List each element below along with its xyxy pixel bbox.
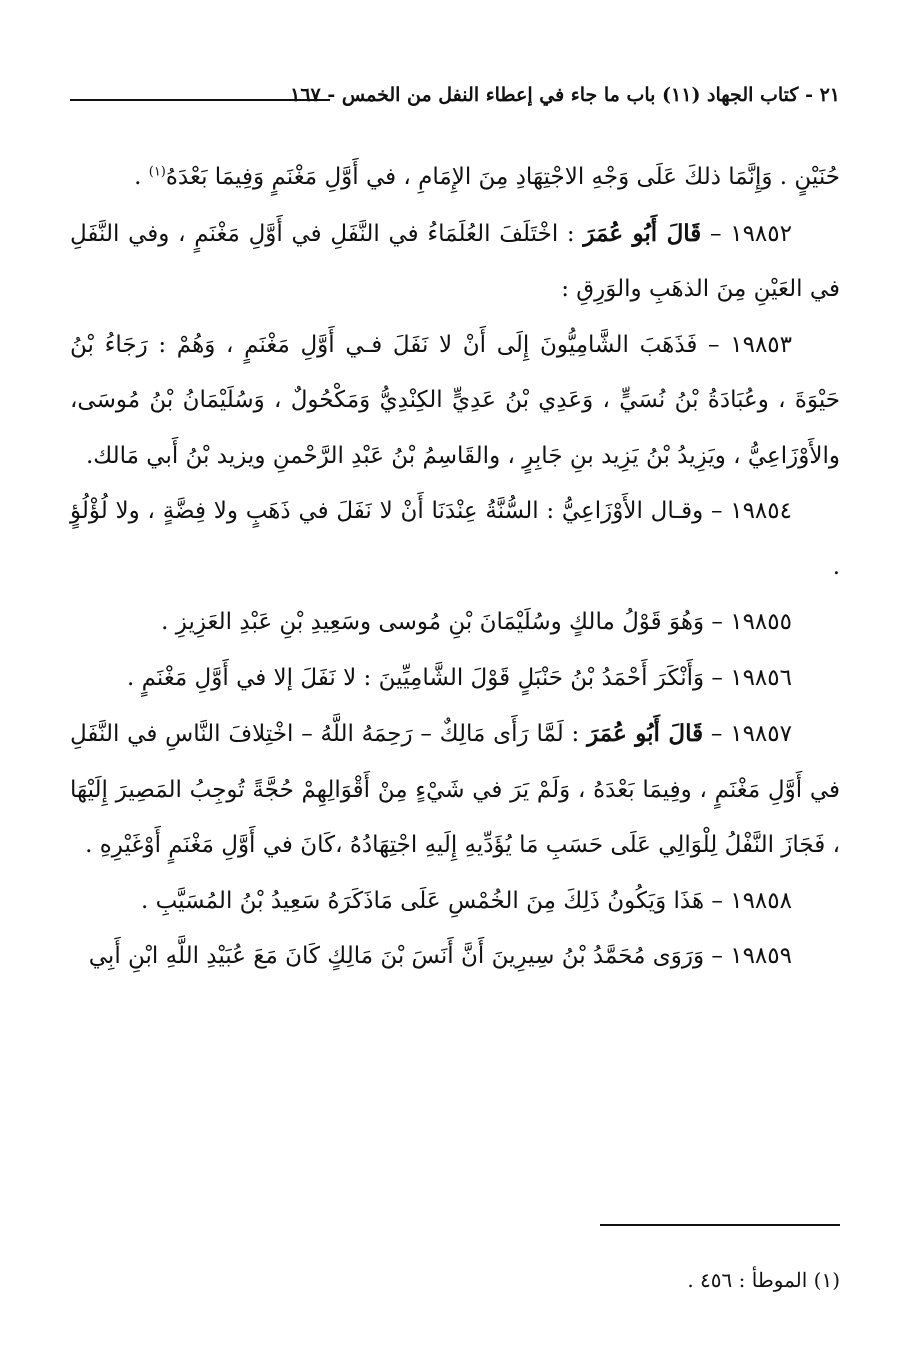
paragraph-text: وقـال الأَوْزَاعِيُّ : السُّنَّةُ عِنْدَنَا أَنْ لا نَفَلَ في ذَهَبٍ ولا فِضَّةٍ ، ولا لُؤْلُؤٍ . bbox=[70, 498, 840, 580]
main-text bbox=[70, 150, 840, 985]
paragraph-text: : اخْتَلَفَ العُلَمَاءُ في النَّفَلِ في أَوَّلِ مَغْنَمٍ ، وفي النَّفَلِ في العَيْنِ مِنَ الذهَبِ والوَرِقِ : bbox=[70, 220, 840, 302]
paragraph-text: وَرَوَى مُحَمَّدُ بْنُ سِيرِينَ أَنَّ أَنَسَ بْنَ مَالِكٍ كَانَ مَعَ عُبَيْدِ اللَّهِ ابْنِ أَبِي bbox=[88, 943, 705, 969]
paragraph-text: فَذَهَبَ الشَّامِيُّونَ إِلَى أَنْ لا نَفَلَ فـي أَوَّلِ مَغْنَمٍ ، وَهُمْ : رَجَاءُ بْنُ حَيْوَةَ ، وعُبَادَةُ بْنُ نُسَيٍّ ، وَعَدِي بْنُ عَدِيٍّ الكِنْدِيُّ وَمَكْحُولٌ ، وَسُلَيْمَانُ بْنُ مُوسَى، والأَوْزَاعِيُّ ، ويَزِيدُ بْنُ يَزِيد بنِ جَابِرٍ ، والقَاسِمُ بْنُ عَبْدِ الرَّحْمنِ ويزيد بْنُ أَبي مَالك. bbox=[70, 331, 840, 469]
footnote-separator bbox=[600, 1224, 840, 1226]
footnote: (١) الموطأ : ٤٥٦ . bbox=[687, 1268, 840, 1292]
paragraph-number: ١٩٨٥٤ – bbox=[703, 498, 792, 524]
paragraph-19858 bbox=[70, 874, 840, 930]
paragraph-number: ١٩٨٥٦ – bbox=[704, 664, 792, 691]
paragraph-19854 bbox=[70, 484, 840, 595]
paragraph-number: ١٩٨٥٥ – bbox=[704, 609, 792, 635]
paragraph-number: ١٩٨٥٢ – bbox=[701, 220, 792, 247]
paragraph-19857 bbox=[70, 706, 840, 874]
footnote-reference: (١) bbox=[148, 164, 166, 180]
paragraph-number: ١٩٨٥٣ – bbox=[697, 331, 793, 358]
running-header bbox=[70, 78, 840, 118]
paragraph-text: هَذَا وَيَكُونُ ذَلِكَ مِنَ الخُمْسِ عَلَى مَاذَكَرَهُ سَعِيدُ بْنُ المُسَيَّبِ . bbox=[140, 887, 705, 914]
paragraph-19853 bbox=[70, 318, 840, 485]
paragraph-text: : لَمَّا رَأَى مَالِكٌ – رَحِمَهُ اللَّهُ – اخْتِلافَ النَّاسِ في النَّفَلِ في أَوَّلِ مَغْنَمٍ ، وفِيمَا بَعْدَهُ ، وَلَمْ يَرَ في شَيْءٍ مِنْ أَقْوَالِهِمْ حُجَّةً تُوجِبُ المَصِيرَ إِلَيْهَا ، فَجَازَ النَّفْلُ لِلْوَالِي عَلَى حَسَبِ مَا يُؤَدِّيهِ إِلَيهِ اجْتِهَادُهُ ،كَانَ في أَوَّلِ مَغْنَمٍ أَوْغَيْرِهِ . bbox=[70, 721, 840, 858]
paragraph-number: ١٩٨٥٨ – bbox=[704, 887, 792, 914]
speaker-name: قَالَ أَبُو عُمَرَ bbox=[587, 720, 704, 747]
paragraph-text: حُنَيْنٍ . وَإِنَّمَا ذلكَ عَلَى وَجْهِ الاجْتِهَادِ مِنَ الإِمَامِ ، في أَوَّلِ مَغْنَمٍ وَفِيمَا بَعْدَهُ bbox=[165, 164, 840, 190]
paragraph-text: وَأَنْكَرَ أَحْمَدُ بْنُ حَنْبَلٍ قَوْلَ الشَّامِيِّينَ : لا نَفَلَ إلا في أَوَّلِ مَغْنَمٍ . bbox=[126, 664, 705, 691]
paragraph-number: ١٩٨٥٧ – bbox=[703, 721, 792, 747]
running-title: ٢١ - كتاب الجهاد (١١) باب ما جاء في إعطاء النفل من الخمس - ١٦٧ bbox=[290, 84, 840, 106]
paragraph-19852 bbox=[70, 206, 840, 318]
paragraph-continuation bbox=[70, 150, 840, 206]
paragraph-19855 bbox=[70, 595, 840, 651]
paragraph-end: . bbox=[134, 164, 149, 190]
paragraph-19859 bbox=[70, 929, 840, 985]
paragraph-text: وَهُوَ قَوْلُ مالكٍ وسُلَيْمَانَ بْنِ مُوسى وسَعِيدِ بْنِ عَبْدِ العَزِيزِ . bbox=[161, 609, 705, 635]
paragraph-number: ١٩٨٥٩ – bbox=[704, 943, 792, 969]
paragraph-19856 bbox=[70, 651, 840, 707]
header-rule bbox=[70, 99, 330, 101]
speaker-name: قَالَ أَبُو عُمَرَ bbox=[583, 219, 702, 247]
